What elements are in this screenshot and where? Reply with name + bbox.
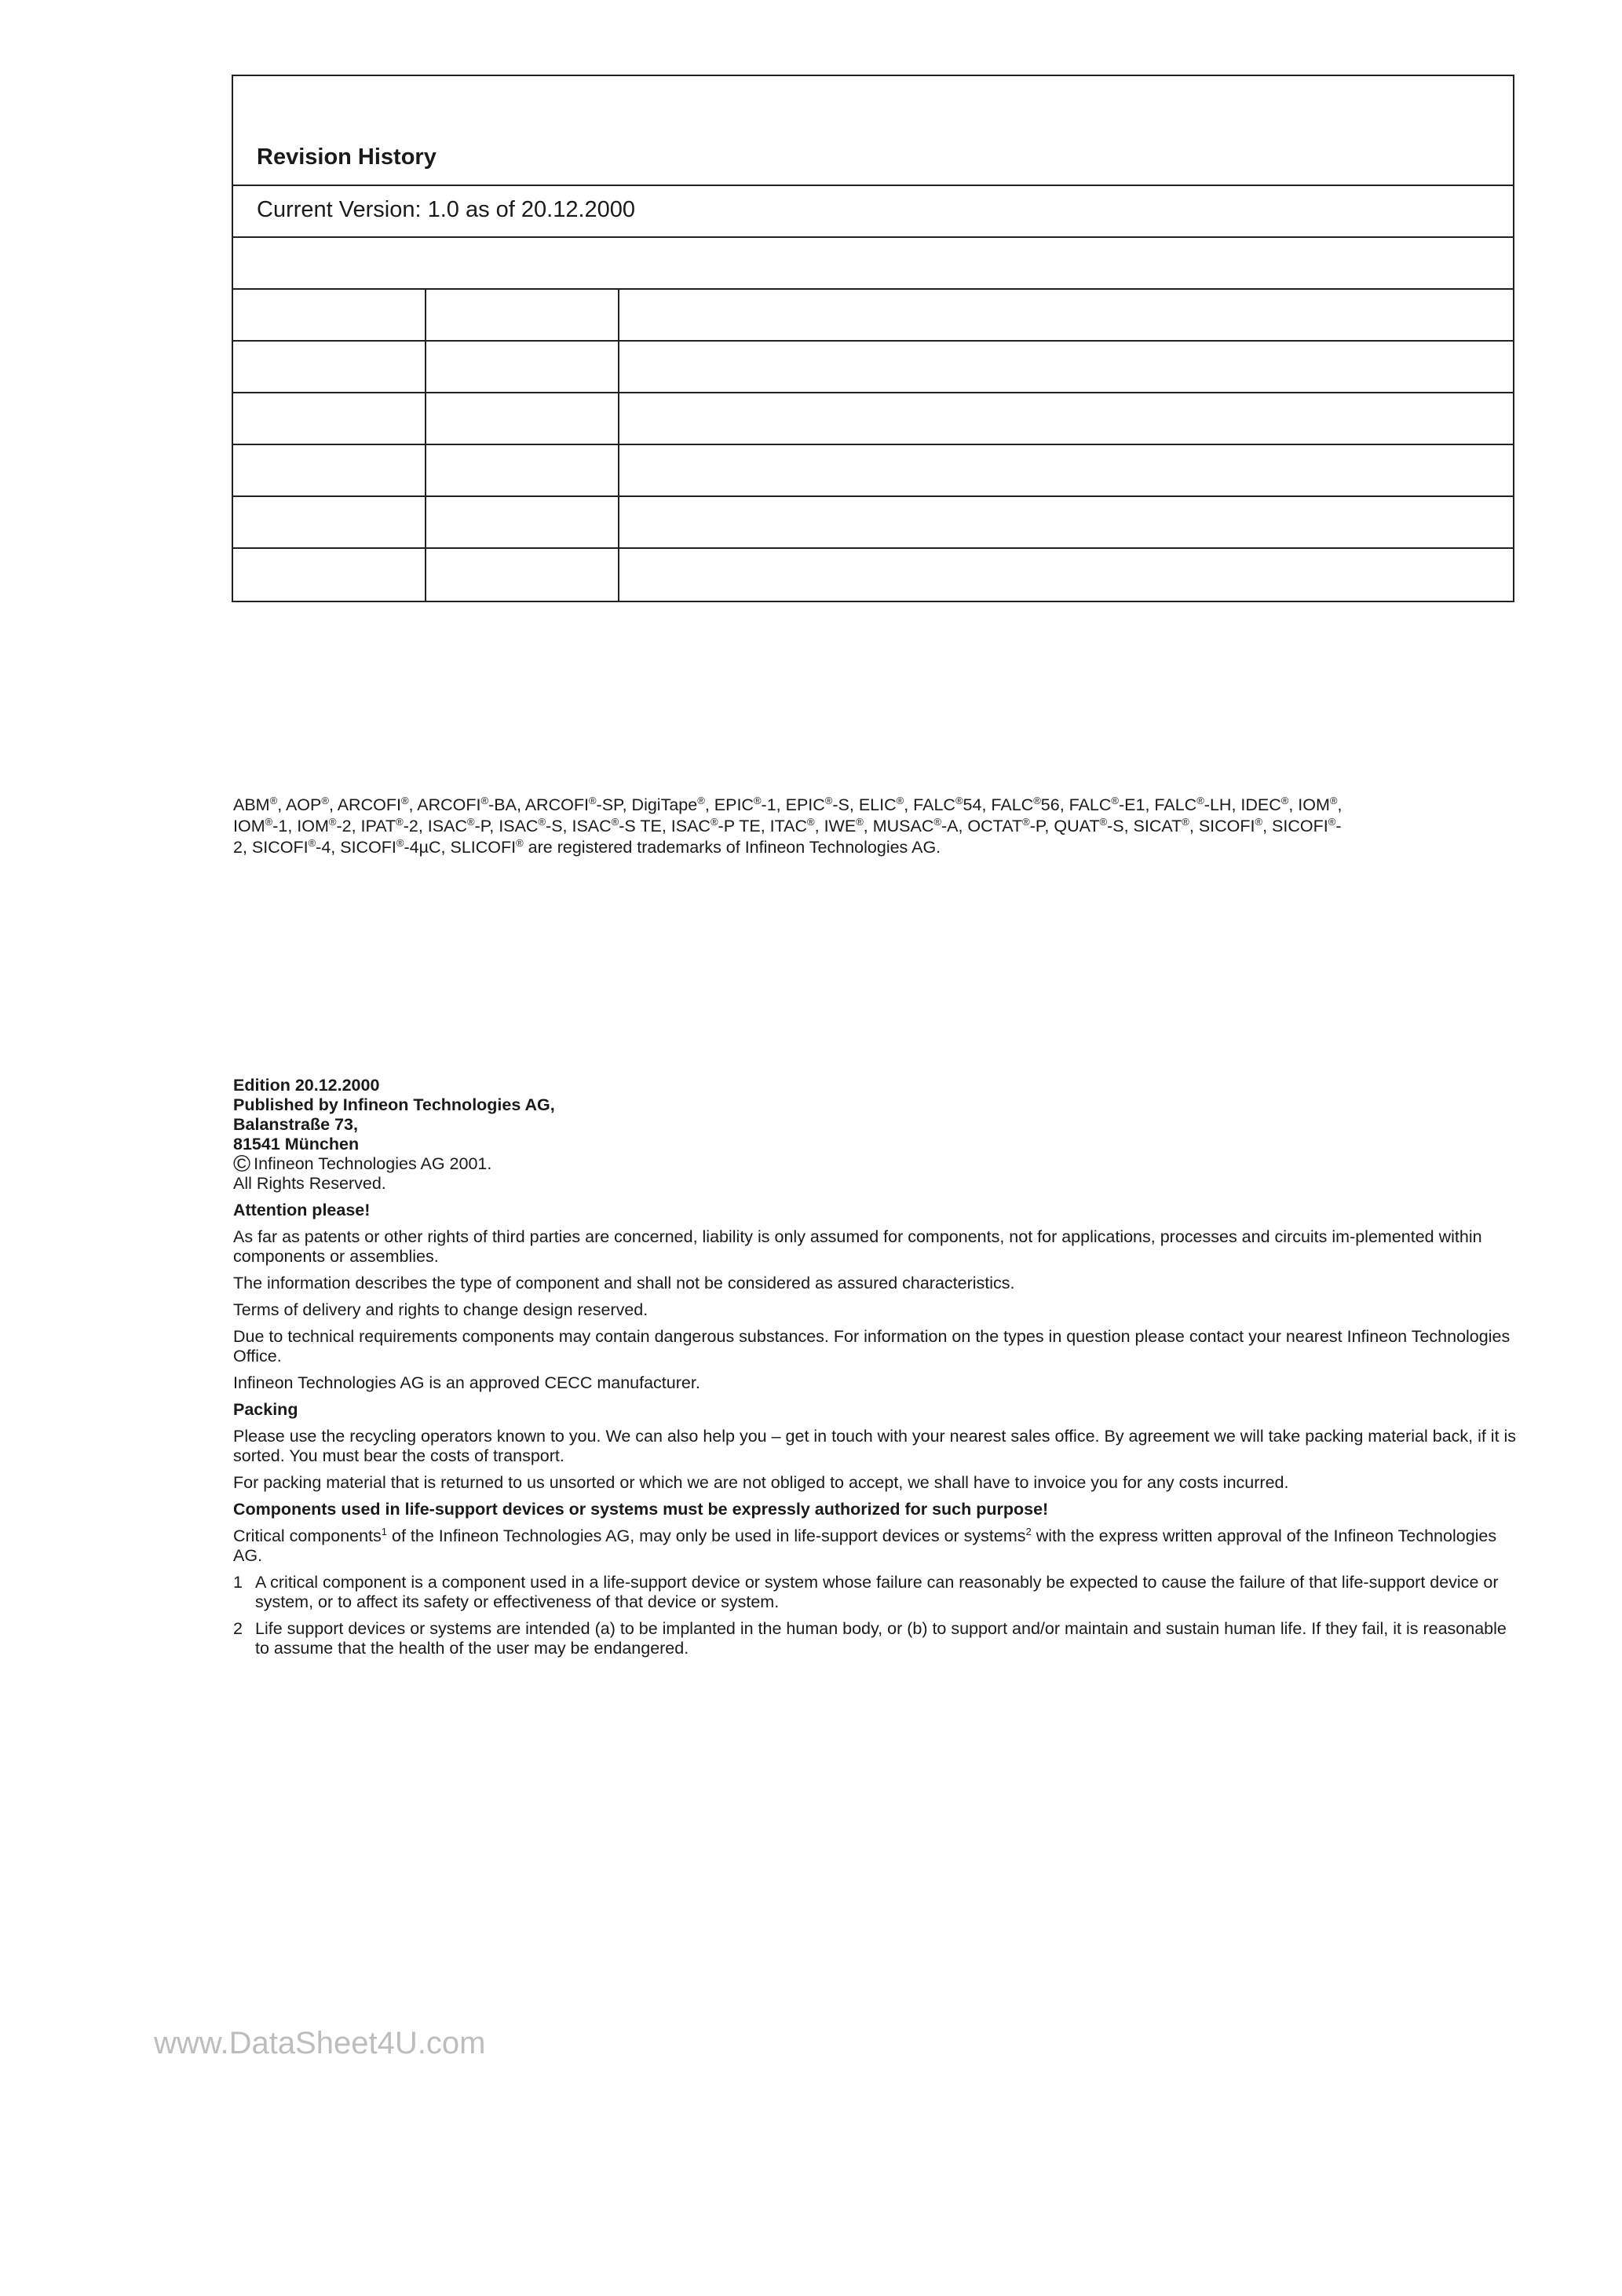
table-cell [426,549,619,601]
trademark-segment: , ARCOFI [408,795,481,814]
trademark-segment: -1, IOM [272,817,329,835]
registered-mark: ® [396,836,404,849]
trademark-segment: -E1, FALC [1119,795,1197,814]
footnote-text: Life support devices or systems are intended (a) to be implanted in the human body, or (b) to support and/or maintain and sustain human life. If they fail, it is reasonable to assume that the health of the user may be endangered. [255,1619,1507,1658]
current-version-row [233,186,1513,238]
registered-mark: ® [697,794,705,806]
packing-paragraph-1: Please use the recycling operators known to you. We can also help you – get in touch with your nearest sales office. By agreement we will take packing material back, if it is sorted. You must bear the costs of transport. [233,1427,1517,1465]
registered-mark: ® [321,794,329,806]
registered-mark: ® [1099,815,1108,828]
revision-table-row [233,497,1513,549]
packing-heading: Packing [233,1400,298,1419]
imprint-section [233,1076,1521,1658]
table-cell [619,445,1513,495]
footnote-number: 2 [233,1619,243,1638]
trademark-segment: -S, ELIC [832,795,897,814]
footnote-text: A critical component is a component used in a life-support device or system whose failure can reasonably be expected to cause the failure of that life-support device or system, or to affect its safety or effectiveness of that device or system. [255,1573,1499,1611]
trademark-segment: ABM [233,795,270,814]
footnote-number: 1 [233,1573,243,1592]
trademark-segment: -A, OCTAT [941,817,1023,835]
publisher-line: Published by Infineon Technologies AG, [233,1095,555,1114]
table-cell [426,290,619,340]
watermark-text: www.DataSheet4U.com [154,2026,486,2060]
revision-history-title-cell [233,76,1513,186]
registered-mark: ® [308,836,316,849]
revision-history-table [232,75,1514,602]
registered-mark: ® [611,815,619,828]
edition-line: Edition 20.12.2000 [233,1076,380,1095]
footnote-ref-2: 2 [1025,1525,1032,1537]
copyright-icon: © [233,1151,251,1177]
critical-text-b: of the Infineon Technologies AG, may only be used in life-support devices or systems [387,1526,1026,1545]
life-support-heading: Components used in life-support devices or systems must be expressly authorized for such purpose! [233,1500,1049,1519]
footnote-ref-1: 1 [381,1525,388,1537]
registered-mark: ® [1111,794,1120,806]
trademark-segment: , SICOFI [1189,817,1255,835]
trademark-segment: , SICOFI [1262,817,1328,835]
trademark-segment: -2, ISAC [403,817,467,835]
trademark-segment: , MUSAC [863,817,934,835]
trademark-notice [233,795,1521,858]
trademark-segment: , FALC [904,795,955,814]
trademark-segment: , EPIC [704,795,754,814]
revision-blank-row [233,238,1513,290]
table-cell [233,290,426,340]
registered-mark: ® [538,815,546,828]
revision-table-row [233,445,1513,497]
copyright-text: Infineon Technologies AG 2001. [254,1154,492,1173]
trademark-segment: -P, QUAT [1029,817,1100,835]
revision-table-row [233,342,1513,393]
trademark-segment: 56, FALC [1040,795,1112,814]
trademark-line-2 [233,816,1521,837]
trademark-segment: -S TE, ISAC [619,817,711,835]
trademark-segment: -1, EPIC [761,795,825,814]
street-line: Balanstraße 73, [233,1115,358,1134]
revision-history-title: Revision History [257,144,437,170]
registered-mark: ® [516,836,524,849]
trademark-segment: are registered trademarks of Infineon Technologies AG. [523,838,941,857]
trademark-segment: , IOM [1288,795,1330,814]
registered-mark: ® [396,815,404,828]
registered-mark: ® [269,794,278,806]
registered-mark: ® [824,794,833,806]
trademark-segment: -P TE, ITAC [718,817,808,835]
table-cell [619,549,1513,601]
registered-mark: ® [955,794,963,806]
registered-mark: ® [933,815,941,828]
table-cell [619,393,1513,444]
table-cell [619,290,1513,340]
trademark-segment: , AOP [277,795,322,814]
table-cell [233,497,426,547]
registered-mark: ® [1196,794,1204,806]
revision-table-row [233,290,1513,342]
registered-mark: ® [896,794,904,806]
characteristics-paragraph: The information describes the type of component and shall not be considered as assured characteristics. [233,1274,1015,1292]
registered-mark: ® [1255,815,1263,828]
substances-paragraph: Due to technical requirements components may contain dangerous substances. For information on the types in question please contact your nearest Infineon Technologies Office. [233,1327,1511,1366]
registered-mark: ® [1182,815,1189,828]
registered-mark: ® [1328,815,1336,828]
registered-mark: ® [1033,794,1041,806]
table-cell [426,497,619,547]
rights-line: All Rights Reserved. [233,1174,386,1193]
trademark-segment: -4µC, SLICOFI [404,838,517,857]
table-cell [233,393,426,444]
table-cell [426,393,619,444]
attention-heading: Attention please! [233,1201,371,1219]
terms-paragraph: Terms of delivery and rights to change design reserved. [233,1300,648,1319]
table-cell [233,342,426,392]
table-cell [426,342,619,392]
copyright-line [233,1151,1521,1177]
critical-components-paragraph [233,1526,1521,1566]
trademark-line-1 [233,795,1521,816]
revision-table-row [233,393,1513,445]
footnote-2 [233,1619,1521,1658]
registered-mark: ® [807,815,815,828]
trademark-segment: , ARCOFI [328,795,401,814]
registered-mark: ® [480,794,489,806]
trademark-segment: -S, ISAC [546,817,612,835]
registered-mark: ® [710,815,718,828]
table-cell [619,342,1513,392]
registered-mark: ® [588,794,597,806]
trademark-segment: 2, SICOFI [233,838,309,857]
liability-paragraph: As far as patents or other rights of third parties are concerned, liability is only assumed for components, not for applications, processes and circuits im-plemented within components or assemblies. [233,1227,1482,1266]
trademark-segment: -BA, ARCOFI [488,795,589,814]
registered-mark: ® [466,815,475,828]
trademark-segment: - [1335,817,1342,835]
trademark-segment: -SP, DigiTape [596,795,698,814]
registered-mark: ® [1022,815,1030,828]
trademark-line-3 [233,837,1521,858]
registered-mark: ® [1280,794,1289,806]
trademark-segment: -P, ISAC [474,817,539,835]
trademark-segment: -4, SICOFI [316,838,396,857]
city-line: 81541 München [233,1135,360,1153]
registered-mark: ® [265,815,273,828]
table-cell [426,445,619,495]
current-version-text: Current Version: 1.0 as of 20.12.2000 [257,197,636,222]
trademark-segment: 54, FALC [963,795,1034,814]
packing-paragraph-2: For packing material that is returned to us unsorted or which we are not obliged to accept, we shall have to invoice you for any costs incurred. [233,1473,1289,1492]
table-cell [233,445,426,495]
trademark-segment: , IWE [814,817,857,835]
cecc-paragraph: Infineon Technologies AG is an approved CECC manufacturer. [233,1373,700,1392]
registered-mark: ® [328,815,337,828]
trademark-segment: , [1337,795,1343,814]
trademark-segment: -2, IPAT [336,817,396,835]
registered-mark: ® [1329,794,1338,806]
revision-table-row [233,549,1513,601]
critical-text-c: with the express written approval of the Infineon Technologies AG. [233,1526,1497,1565]
trademark-segment: -LH, IDEC [1204,795,1281,814]
table-cell [233,549,426,601]
registered-mark: ® [400,794,409,806]
trademark-segment: IOM [233,817,265,835]
trademark-segment: -S, SICAT [1107,817,1182,835]
registered-mark: ® [856,815,864,828]
registered-mark: ® [753,794,762,806]
footnote-1 [233,1573,1521,1612]
critical-text-a: Critical components [233,1526,382,1545]
table-cell [619,497,1513,547]
